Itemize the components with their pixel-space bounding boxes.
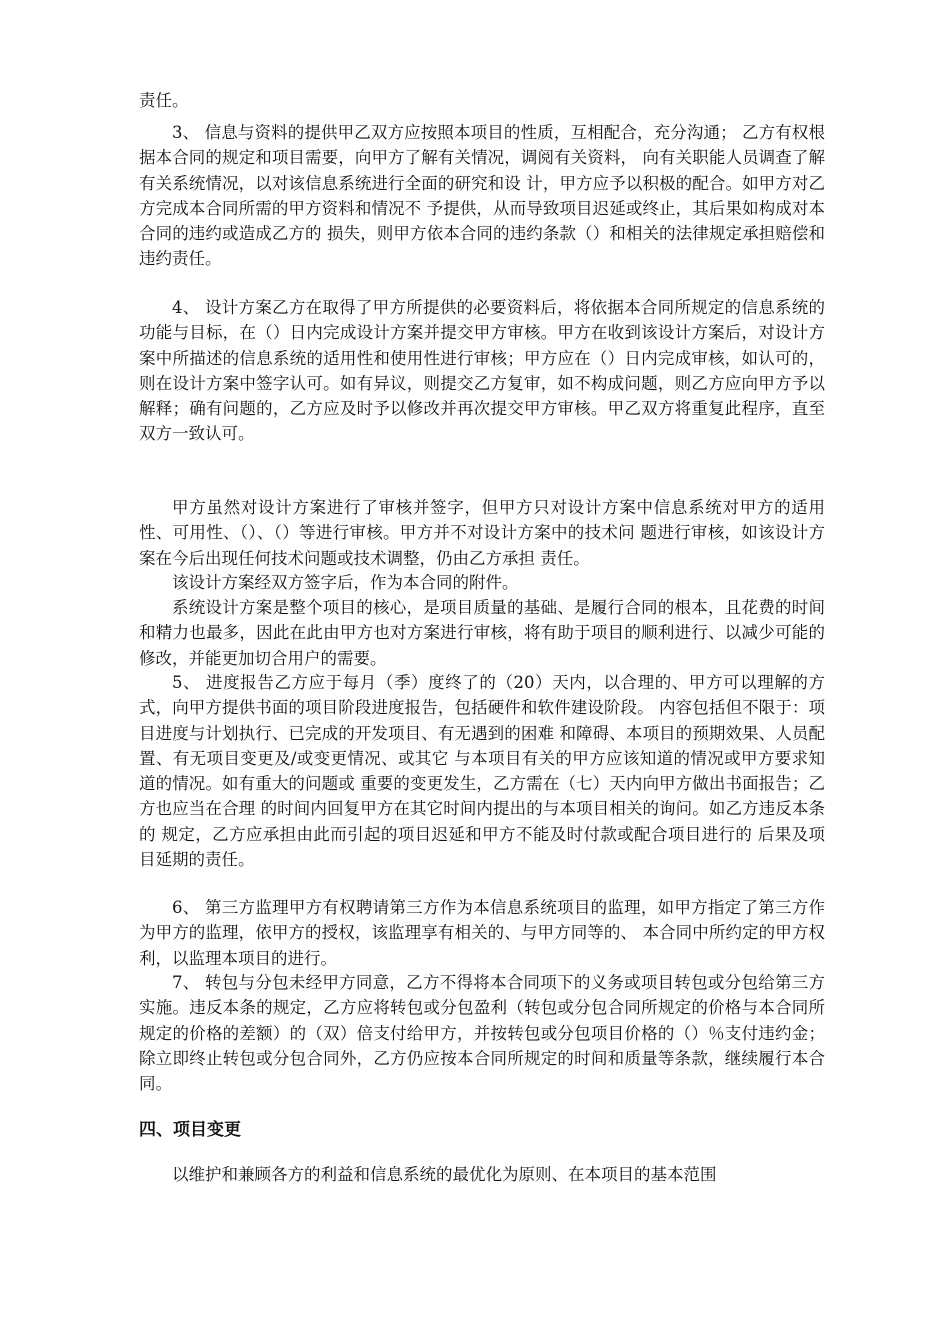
clause-7-subcontracting: 7、 转包与分包未经甲方同意，乙方不得将本合同项下的义务或项目转包或分包给第三方实施。违反本条的规定，乙方应将转包或分包盈利（转包或分包合同所规定的价格与本合同所规定的价格的差额）的（双）倍支付给甲方，并按转包或分包项目价格的（）％支付违约金；除立即终止转包或分包合同外，乙方仍应按本合同所规定的时间和质量等条款，继续履行本合同。 — [139, 973, 825, 1094]
clause-5-progress-report: 5、 进度报告乙方应于每月（季）度终了的（20）天内，以合理的、甲方可以理解的方式，向甲方提供书面的项目阶段进度报告，包括硬件和软件建设阶段。 内容包括但不限于：项目进度与计划执行、已完成的开发项目、有无遇到的困难 和障碍、本项目的预期效果、人员配置、有无项目变更及/或变更情况、或其它 与本项目有关的甲方应该知道的情况或甲方要求知道的情况。如有重大的问题或 重要的变更发生，乙方需在（七）天内向甲方做出书面报告；乙方也应当在合理 的时间内回复甲方在其它时间内提出的与本项目相关的询问。如乙方违反本条的 规定，乙方应承担由此而引起的项目迟延和甲方不能及时付款或配合项目进行的 后果及项目延期的责任。 — [139, 673, 825, 870]
section-heading-project-change: 四、项目变更 — [139, 1120, 241, 1140]
design-review-paragraph: 甲方虽然对设计方案进行了审核并签字，但甲方只对设计方案中信息系统对甲方的适用性、可用性、（）、（）等进行审核。甲方并不对设计方案中的技术问 题进行审核，如该设计方案在今后出现任何技术问题或技术调整，仍由乙方承担 责任。 — [139, 498, 825, 568]
paragraph-continuation: 责任。 — [139, 91, 189, 110]
clause-6-third-party-supervision: 6、 第三方监理甲方有权聘请第三方作为本信息系统项目的监理，如甲方指定了第三方作为甲方的监理，依甲方的授权，该监理享有相关的、与甲方同等的、 本合同中所约定的甲方权利，以监理本项目的进行。 — [139, 898, 825, 968]
project-change-paragraph: 以维护和兼顾各方的利益和信息系统的最优化为原则、在本项目的基本范围 — [172, 1165, 717, 1184]
clause-4-design-plan: 4、 设计方案乙方在取得了甲方所提供的必要资料后，将依据本合同所规定的信息系统的功能与目标，在（）日内完成设计方案并提交甲方审核。甲方在收到该设计方案后，对设计方案中所描述的信息系统的适用性和使用性进行审核；甲方应在（）日内完成审核，如认可的，则在设计方案中签字认可。如有异议，则提交乙方复审，如不构成问题，则乙方应向甲方予以解释；确有问题的，乙方应及时予以修改并再次提交甲方审核。甲乙双方将重复此程序，直至双方一致认可。 — [139, 298, 825, 444]
design-attachment-paragraph: 该设计方案经双方签字后，作为本合同的附件。 — [172, 573, 519, 592]
design-importance-paragraph: 系统设计方案是整个项目的核心，是项目质量的基础、是履行合同的根本，且花费的时间和精力也最多，因此在此由甲方也对方案进行审核，将有助于项目的顺利进行、以减少可能的修改，并能更加切合用户的需要。 — [139, 598, 825, 668]
clause-3-information-provision: 3、 信息与资料的提供甲乙双方应按照本项目的性质，互相配合，充分沟通； 乙方有权根据本合同的规定和项目需要，向甲方了解有关情况，调阅有关资料， 向有关职能人员调查了解有关系统情况，以对该信息系统进行全面的研究和设 计，甲方应予以积极的配合。如甲方对乙方完成本合同所需的甲方资料和情况不 予提供，从而导致项目迟延或终止，其后果如构成对本合同的违约或造成乙方的 损失，则甲方依本合同的违约条款（）和相关的法律规定承担赔偿和违约责任。 — [139, 123, 825, 269]
